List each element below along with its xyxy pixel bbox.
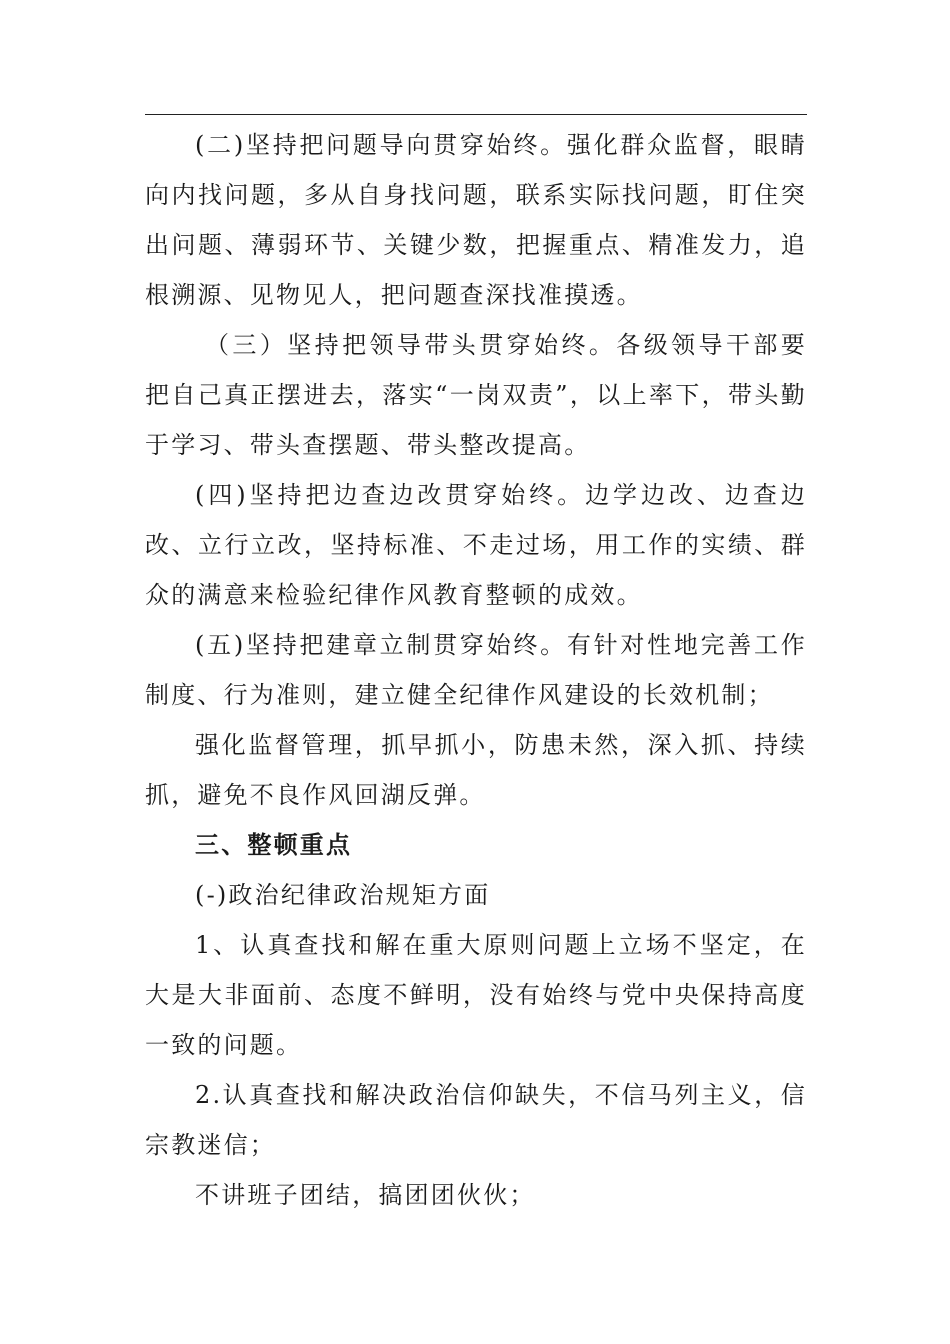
paragraph-check-and-correct: (四)坚持把边查边改贯穿始终。边学边改、边查边改、立行立改，坚持标准、不走过场，用工作的实绩、群众的满意来检验纪律作风教育整顿的成效。 — [145, 481, 807, 609]
paragraph-item-2: 2.认真查找和解决政治信仰缺失，不信马列主义，信宗教迷信； — [145, 1081, 807, 1159]
paragraph-institution-building: (五)坚持把建章立制贯穿始终。有针对性地完善工作制度、行为准则，建立健全纪律作风建设的长效机制； — [145, 631, 807, 709]
paragraph-political-discipline: (-)政治纪律政治规矩方面 — [195, 881, 491, 909]
paragraph-item-1: 1、认真查找和解在重大原则问题上立场不坚定，在大是大非面前、态度不鲜明，没有始终与党中央保持高度一致的问题。 — [145, 931, 807, 1059]
document-body — [145, 120, 807, 1220]
paragraph-leadership: （三）坚持把领导带头贯穿始终。各级领导干部要把自己真正摆进去，落实“一岗双责”，以上率下，带头勤于学习、带头查摆题、带头整改提高。 — [145, 331, 807, 459]
section-heading-rectification-focus: 三、整顿重点 — [195, 830, 353, 859]
header-rule — [145, 114, 807, 115]
paragraph-problem-orientation: (二)坚持把问题导向贯穿始终。强化群众监督，眼睛向内找问题，多从自身找问题，联系实际找问题，盯住突出问题、薄弱环节、关键少数，把握重点、精准发力，追根溯源、见物见人，把问题查深找准摸透。 — [145, 131, 807, 309]
paragraph-unity: 不讲班子团结，搞团团伙伙； — [195, 1181, 536, 1209]
paragraph-supervision: 强化监督管理，抓早抓小，防患未然，深入抓、持续抓，避免不良作风回湖反弹。 — [145, 731, 807, 809]
